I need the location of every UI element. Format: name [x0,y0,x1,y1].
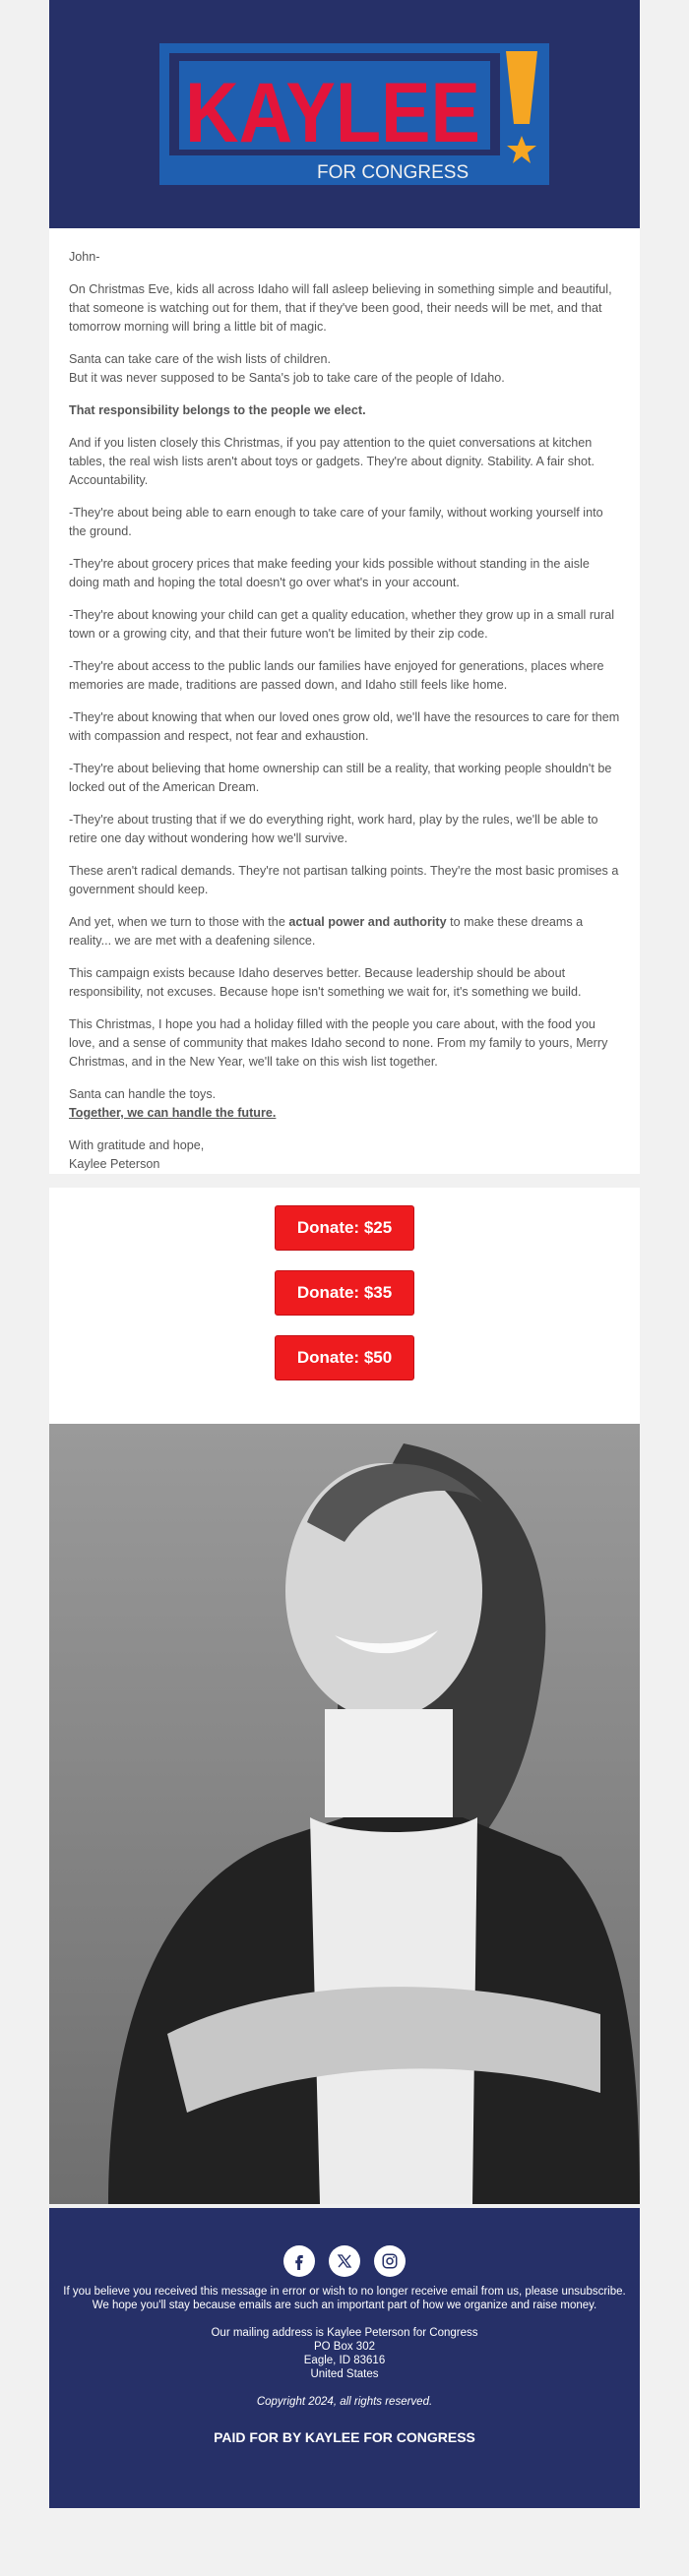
paragraph: And yet, when we turn to those with the actual power and authority to make these dreams a reality... we are met with a deafening silence. [69,915,584,948]
instagram-icon[interactable] [374,2245,406,2277]
paragraph: On Christmas Eve, kids all across Idaho will fall asleep believing in something simple and beautiful, that someone is watching out for them, that if they've been good, their needs will be met, and that tomorrow morning will bring a little bit of magic. [69,282,612,334]
donate-35-button[interactable]: Donate: $35 [275,1270,414,1316]
copyright: Copyright 2024, all rights reserved. [256,2396,433,2408]
list-item: -They're about access to the public lands our families have enjoyed for generations, places where memories are made, traditions are passed down, and Idaho still feels like home. [69,659,604,692]
paragraph: This campaign exists because Idaho deserves better. Because leadership should be about responsibility, not excuses. Because hope isn't something we wait for, it's something we build. [69,966,582,999]
list-item: -They're about believing that home ownership can still be a reality, that working people shouldn't be locked out of the American Dream. [69,762,612,794]
email-footer [49,2208,640,2508]
unsubscribe-notice: If you believe you received this message in error or wish to no longer receive email from us, please unsubscribe. We hope you'll stay because emails are such an important part of how we organize and raise money. [63,2286,626,2311]
donate-section [49,1188,640,1424]
list-item: -They're about knowing your child can get a quality education, whether they grow up in a small rural town or a growing city, and that their future won't be limited by their zip code. [69,608,615,641]
email-container [49,0,640,2508]
list-item: -They're about trusting that if we do everything right, work hard, play by the rules, we'll be able to retire one day without wondering how we'll survive. [69,813,598,845]
mailing-address: Our mailing address is Kaylee Peterson for Congress PO Box 302 Eagle, ID 83616 United States [211,2327,478,2380]
paragraph: This Christmas, I hope you had a holiday filled with the people you care about, with the food you love, and a sense of community that makes Idaho second to none. From my family to yours, Merry Christmas, and in the New Year, we'll take on this wish list together. [69,1017,608,1069]
portrait-image [49,1424,640,2204]
candidate-photo [49,1424,640,2204]
logo-subtitle: FOR CONGRESS [317,162,470,183]
donate-25-button[interactable]: Donate: $25 [275,1205,414,1251]
paid-for-by: PAID FOR BY KAYLEE FOR CONGRESS [214,2429,475,2445]
paragraph: These aren't radical demands. They're not partisan talking points. They're the most basic promises a government should keep. [69,864,619,896]
paragraph: That responsibility belongs to the people we elect. [69,403,366,417]
list-item: -They're about knowing that when our loved ones grow old, we'll have the resources to care for them with compassion and respect, not fear and exhaustion. [69,710,620,743]
paragraph: And if you listen closely this Christmas, if you pay attention to the quiet conversations at kitchen tables, the real wish lists aren't about toys or gadgets. They're about dignity. Stability. A fair shot. Accountability. [69,436,595,487]
list-item: -They're about being able to earn enough to take care of your family, without working yourself into the ground. [69,506,603,538]
facebook-icon[interactable] [283,2245,315,2277]
x-icon[interactable] [329,2245,360,2277]
social-links [49,2245,640,2277]
paragraph: Santa can take care of the wish lists of children. But it was never supposed to be Santa's job to take care of the people of Idaho. [69,352,505,385]
letter-body [49,228,640,1174]
logo-name: KAYLEE [185,66,480,160]
email-header [49,0,640,228]
campaign-logo [159,43,549,185]
greeting: John- [69,250,100,264]
list-item: -They're about grocery prices that make feeding your kids possible without standing in the aisle doing math and hoping the total doesn't go over what's in your account. [69,557,590,589]
closing: Santa can handle the toys. Together, we can handle the future. [69,1087,277,1120]
signature-block: With gratitude and hope, Kaylee Peterson [69,1138,205,1171]
donate-50-button[interactable]: Donate: $50 [275,1335,414,1380]
